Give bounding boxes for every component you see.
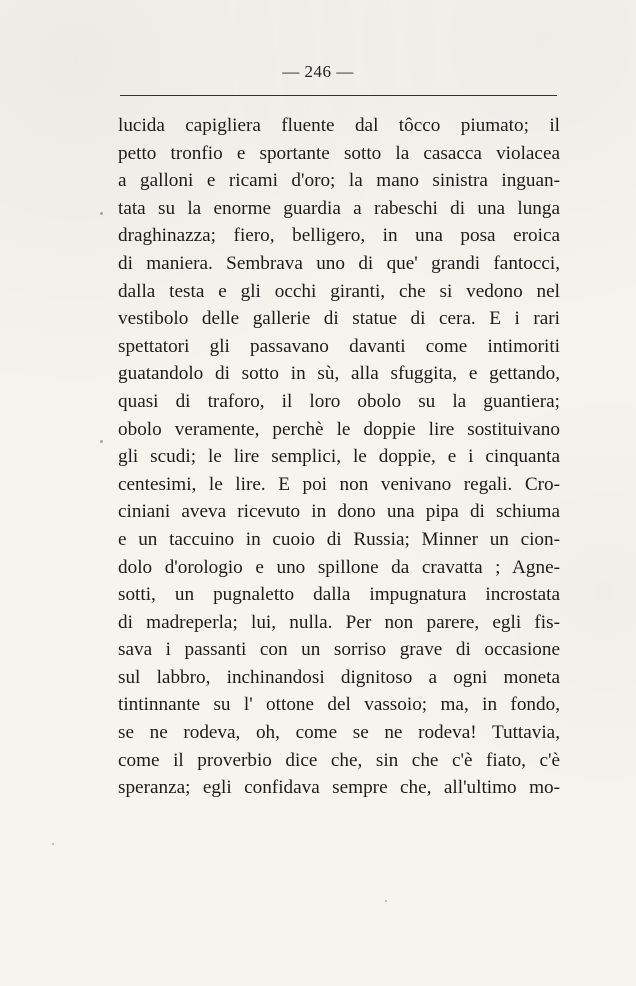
paper-speck [52,843,54,845]
text-line: spettatori gli passavano davanti come intimoriti [118,335,560,357]
text-line: di maniera. Sembrava uno di que' grandi fantocci, [118,252,560,274]
text-line: tata su la enorme guardia a rabeschi di una lunga [118,197,560,219]
text-line: tintinnante su l' ottone del vassoio; ma, in fondo, [118,694,560,716]
text-line: sotti, un pugnaletto dalla impugnatura incrostata [118,584,560,606]
body-text [118,112,560,802]
text-line: dalla testa e gli occhi giranti, che si vedono nel [118,280,560,302]
text-line: speranza; egli confidava sempre che, all'ultimo mo- [118,777,560,799]
text-line: lucida capigliera fluente dal tôcco piumato; il [118,115,560,136]
text-line: dolo d'orologio e uno spillone da cravatta ; Agne- [118,556,560,578]
text-line: sava i passanti con un sorriso grave di occasione [118,639,560,661]
text-line: sul labbro, inchinandosi dignitoso a ogni moneta [118,666,560,688]
text-line: petto tronfio e sportante sotto la casacca violacea [118,142,560,164]
text-line: obolo veramente, perchè le doppie lire sostituivano [118,418,560,440]
paper-speck [385,900,387,902]
text-line: di madreperla; lui, nulla. Per non parere, egli fis- [118,611,560,633]
paper-speck [100,212,103,215]
text-line: se ne rodeva, oh, come se ne rodeva! Tuttavia, [118,722,560,744]
text-line: ciniani aveva ricevuto in dono una pipa di schiuma [118,501,560,523]
text-line: vestibolo delle gallerie di statue di cera. E i rari [118,308,560,330]
text-line: draghinazza; fiero, belligero, in una posa eroica [118,225,560,247]
text-line: guatandolo di sotto in sù, alla sfuggita, e gettando, [118,363,560,385]
header-rule [120,95,557,96]
paper-speck [100,440,103,443]
text-line: centesimi, le lire. E poi non venivano regali. Cro- [118,473,560,495]
text-line: e un taccuino in cuoio di Russia; Minner un cion- [118,528,560,550]
text-line: come il proverbio dice che, sin che c'è fiato, c'è [118,749,560,771]
text-line: quasi di traforo, il loro obolo su la guantiera; [118,390,560,412]
text-line: a galloni e ricami d'oro; la mano sinistra inguan- [118,170,560,192]
text-line: gli scudi; le lire semplici, le doppie, e i cinquanta [118,446,560,468]
page-number: — 246 — [282,62,354,81]
